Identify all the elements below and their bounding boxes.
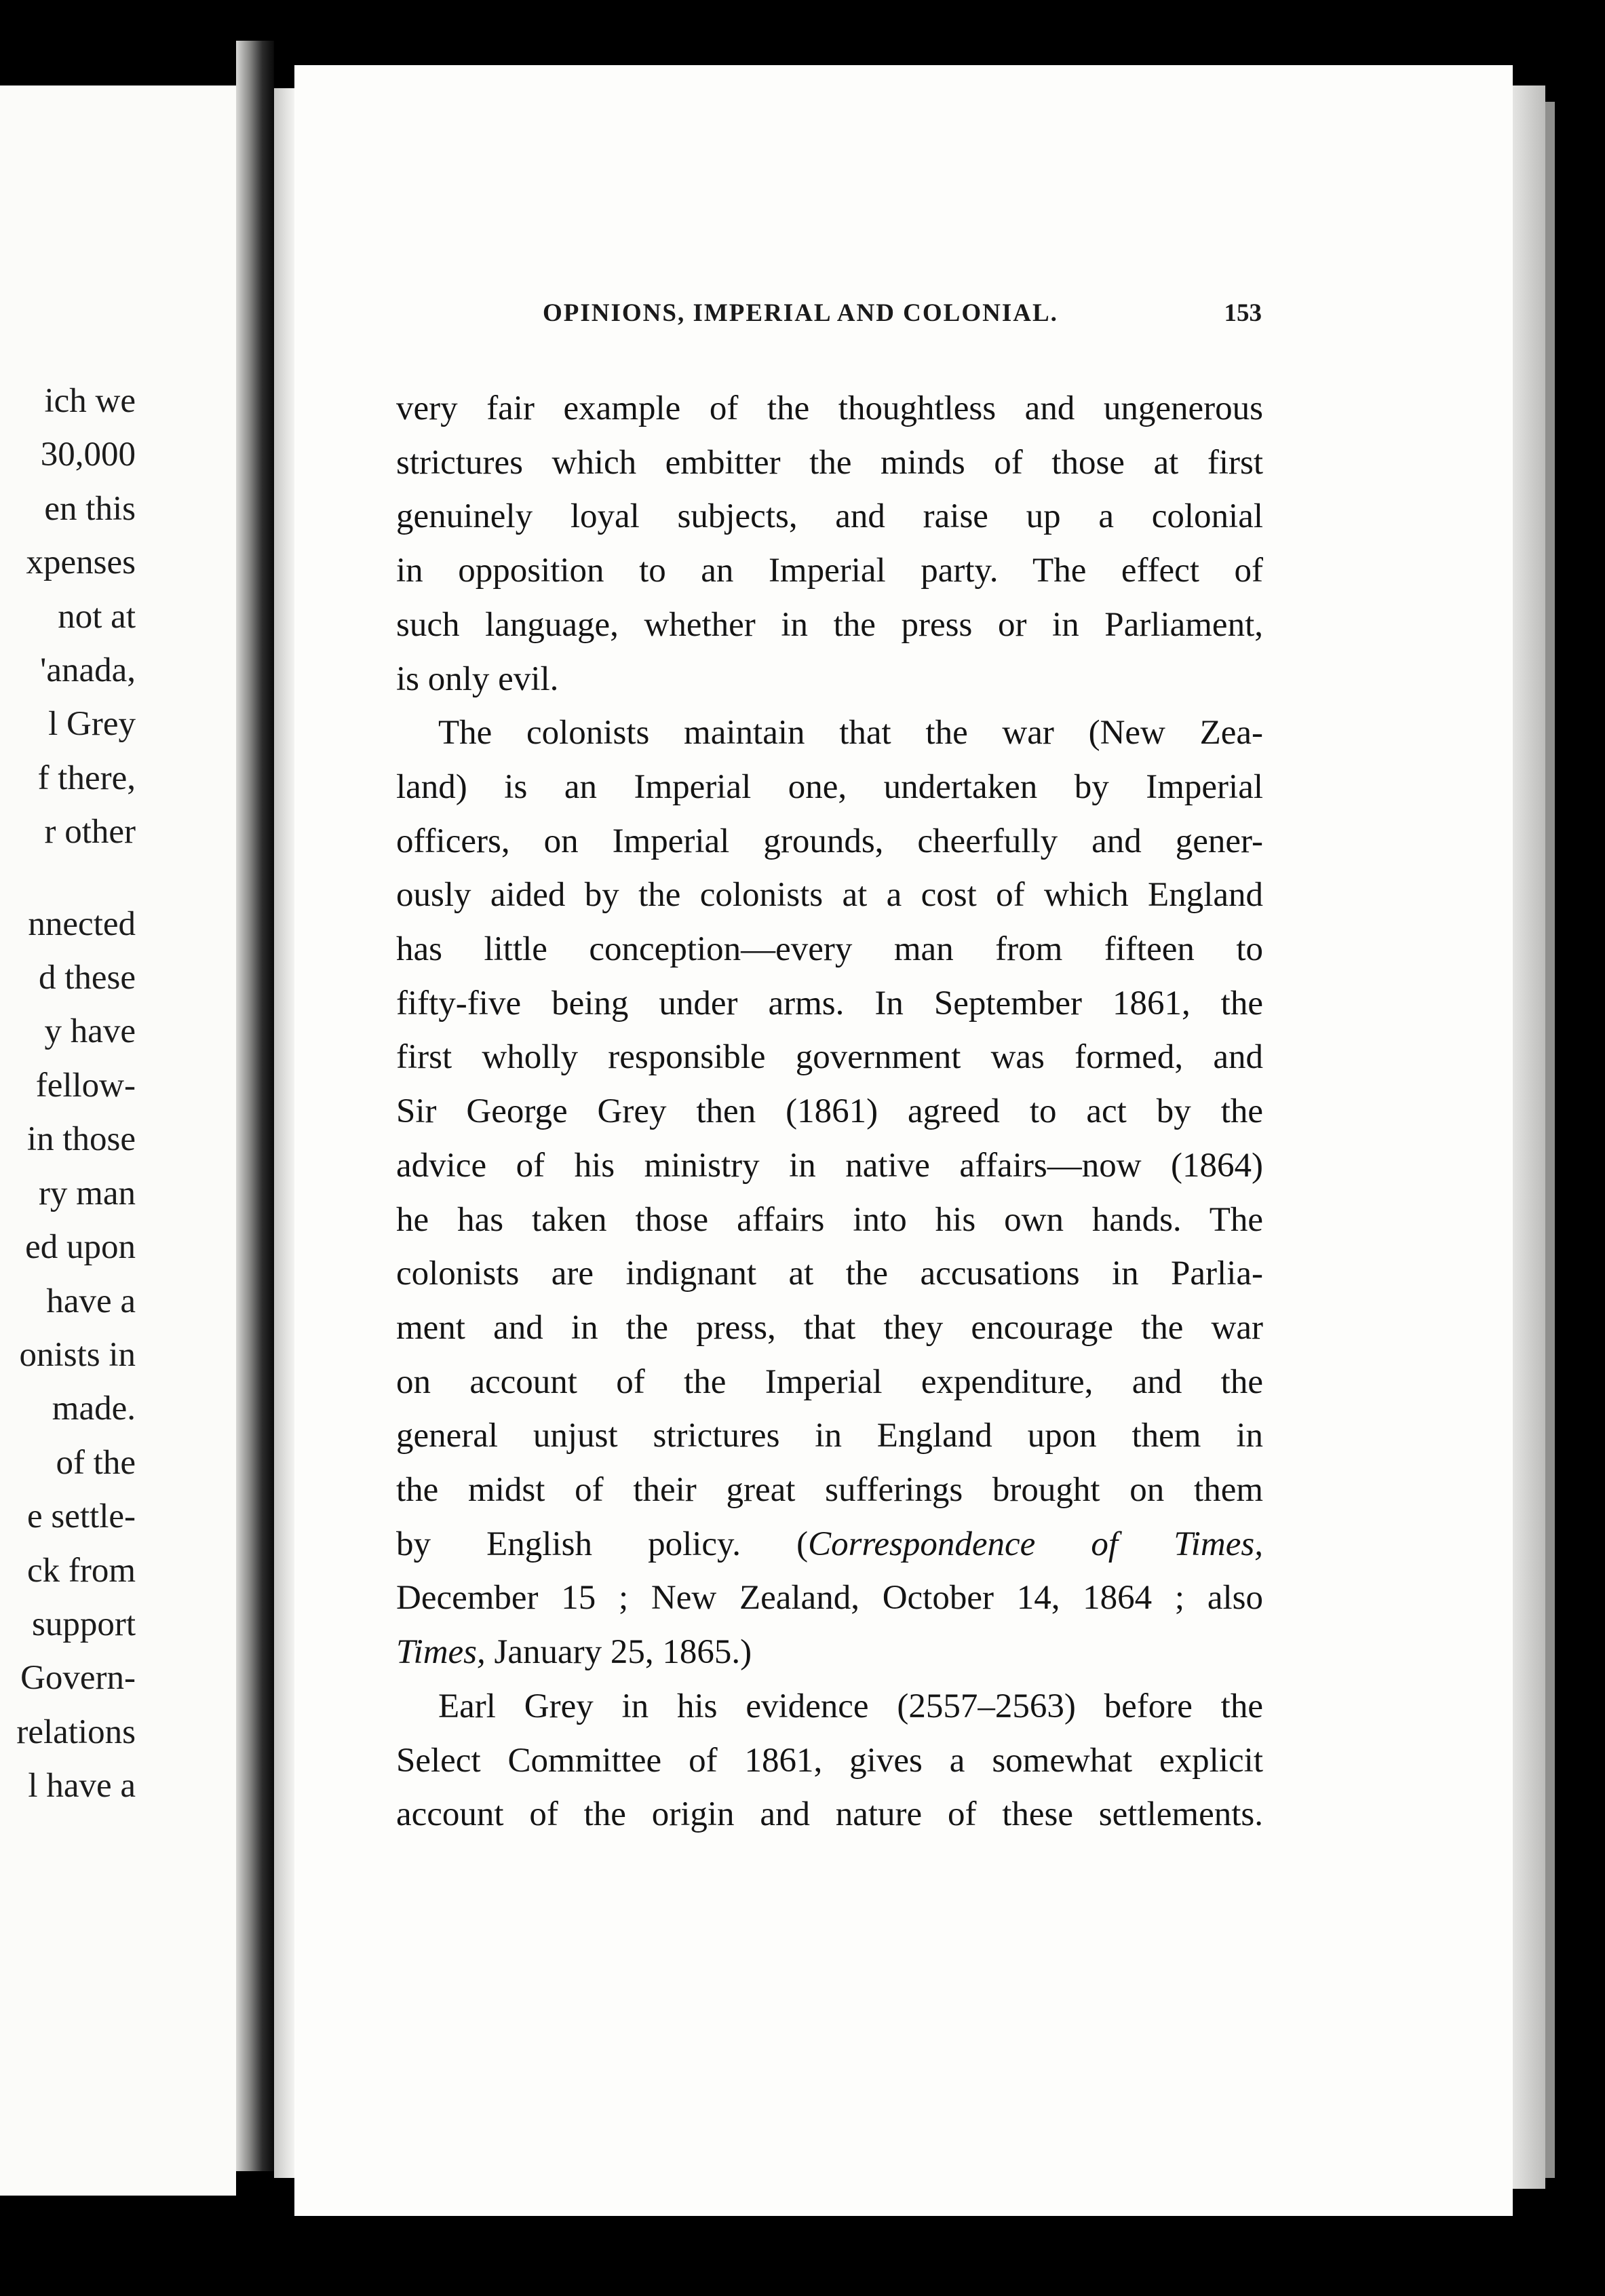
text-line: such language, whether in the press or in Parliament, [396,605,1263,644]
left-page [0,85,236,2196]
text-line: Earl Grey in his evidence (2557–2563) before the [438,1687,1263,1725]
text-line: ously aided by the colonists at a cost of which England [396,876,1263,915]
text-line: officers, on Imperial grounds, cheerfully and gener- [396,822,1263,860]
text-line: on account of the Imperial expenditure, and the [396,1362,1263,1401]
page-body [396,382,1263,1842]
text-line: the midst of their great sufferings brought on them [396,1471,1263,1510]
left-fragment: ed upon [25,1228,136,1267]
citation-line [396,1518,1263,1572]
text-line: land) is an Imperial one, undertaken by Imperial [396,767,1263,806]
left-fragment: l have a [28,1767,136,1805]
left-fragment: support [32,1605,136,1643]
left-fragment: Govern- [20,1659,136,1698]
left-fragment: not at [58,597,136,636]
text-line: very fair example of the thoughtless and ungenerous [396,389,1263,427]
left-fragment: onists in [19,1335,136,1374]
text-line: strictures which embitter the minds of those at first [396,443,1263,482]
text-line: colonists are indignant at the accusations in Parlia- [396,1255,1263,1293]
left-fragment: ich we [44,382,136,420]
left-fragment: r other [44,813,136,852]
left-fragment: ck from [26,1551,136,1590]
left-fragment: of the [56,1443,136,1482]
page-stack-edge [1513,85,1545,2189]
left-fragment: have a [46,1282,136,1320]
text-line: Select Committee of 1861, gives a somewhat explicit [396,1741,1263,1780]
left-page-text [16,375,136,1814]
citation-text: January 25, 1865.) [485,1633,752,1672]
left-fragment: f there, [37,759,136,797]
left-fragment: en this [44,489,136,528]
text-line: genuinely loyal subjects, and raise up a colonial [396,497,1263,536]
left-fragment: d these [38,959,136,997]
text-line: Sir George Grey then (1861) agreed to act by the [396,1092,1263,1131]
citation-source-italic: Correspondence of Times, [808,1525,1263,1563]
gutter-shadow [274,88,294,2178]
book-gutter [236,41,274,2171]
left-fragment: xpenses [26,543,136,582]
left-fragment: 30,000 [40,436,136,474]
text-line: ment and in the press, that they encourage the war [396,1308,1263,1347]
text-line: account of the origin and nature of these settlements. [396,1795,1263,1834]
citation-line: December 15 ; New Zealand, October 14, 1864 ; also [396,1579,1263,1618]
left-fragment: in those [26,1120,136,1159]
left-fragment: ry man [38,1174,136,1212]
left-fragment: fellow- [35,1066,136,1105]
text-line: has little conception—every man from fifteen to [396,930,1263,969]
page-stack-edge-dark [1545,102,1555,2178]
left-fragment: nnected [28,904,136,943]
text-line: The colonists maintain that the war (New Zea- [438,714,1263,752]
left-fragment: made. [52,1390,136,1428]
paragraph-gap [16,860,136,898]
text-line: advice of his ministry in native affairs—now (1864) [396,1146,1263,1185]
text-line: general unjust strictures in England upon them in [396,1417,1263,1455]
page-number: 153 [1224,299,1262,327]
left-fragment: 'anada, [40,651,136,690]
left-fragment: e settle- [27,1497,136,1536]
citation-source-italic: Times, [396,1633,486,1672]
left-fragment: y have [44,1012,136,1051]
citation-line [396,1626,1263,1680]
citation-text: by English policy. ( [396,1525,809,1563]
running-title: OPINIONS, IMPERIAL AND COLONIAL. [543,299,1058,327]
text-line: first wholly responsible government was formed, and [396,1038,1263,1077]
text-line: is only evil. [396,659,559,698]
left-fragment: relations [16,1713,136,1751]
text-line: he has taken those affairs into his own hands. The [396,1200,1263,1239]
left-fragment: l Grey [48,705,136,744]
text-line: in opposition to an Imperial party. The effect of [396,552,1263,590]
text-line: fifty-five being under arms. In September 1861, the [396,984,1263,1022]
